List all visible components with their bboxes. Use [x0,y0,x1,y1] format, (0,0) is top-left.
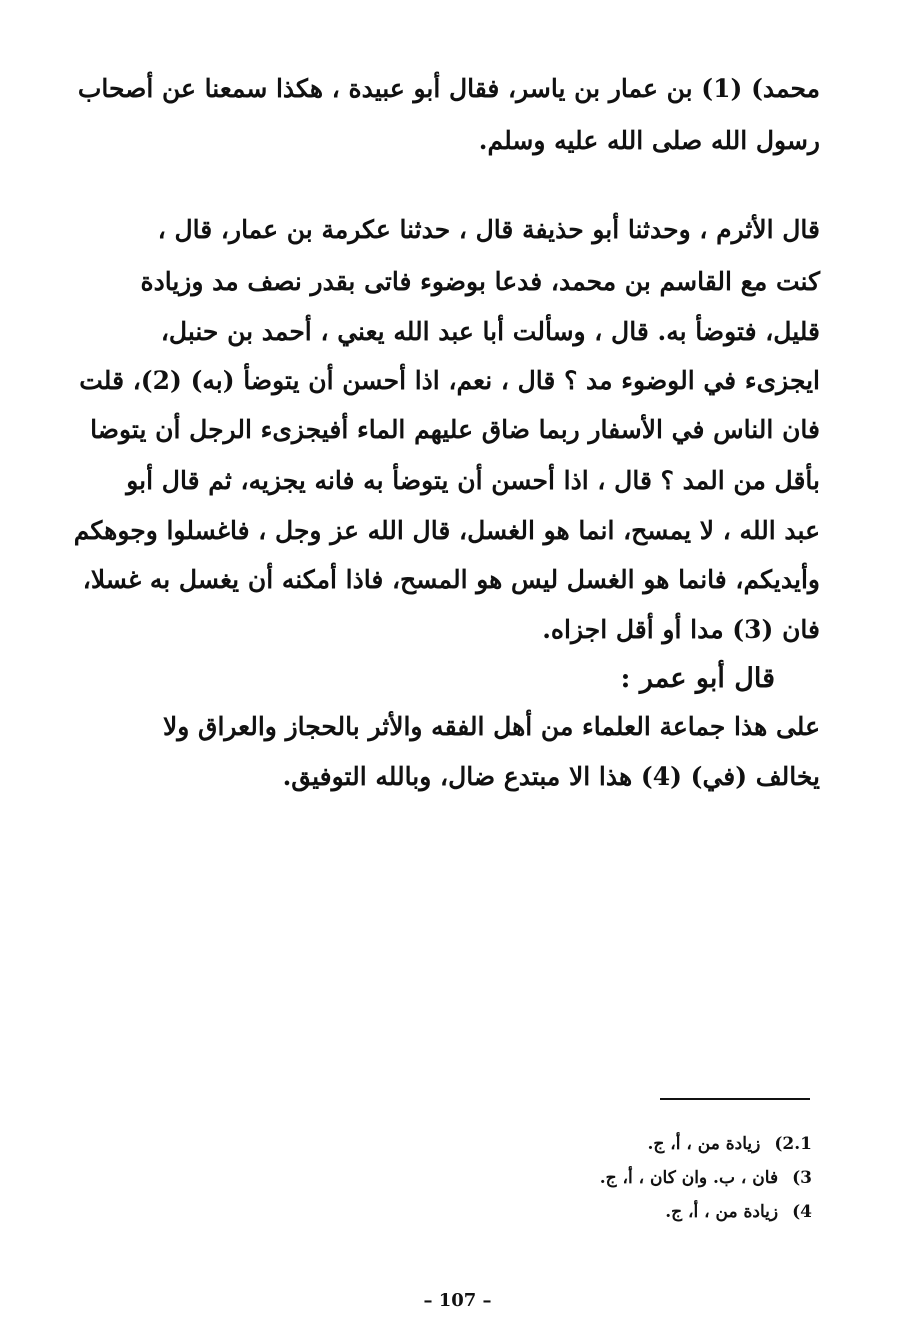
body-line-6: ايجزىء في الوضوء مد ؟ قال ، نعم، اذا أحسن أن يتوضأ (به) (2)، قلت [79,366,820,395]
footnote-2 [600,1166,812,1190]
footnote-3 [665,1200,812,1224]
footnote-1-number: 2.1) [774,1134,812,1154]
footnote-1-text: زيادة من ، أ، ج. [647,1134,761,1154]
body-line-14: يخالف (في) (4) هذا الا مبتدع ضال، وبالله التوفيق. [282,762,820,791]
footnote-1 [647,1132,812,1156]
body-line-7: فان الناس في الأسفار ربما ضاق عليهم الماء أفيجزىء الرجل أن يتوضا [90,415,820,444]
footnote-divider [660,1098,810,1100]
body-line-1: محمد) (1) بن عمار بن ياسر، فقال أبو عبيدة ، هكذا سمعنا عن أصحاب [77,74,820,103]
body-line-4: كنت مع القاسم بن محمد، فدعا بوضوء فاتى بقدر نصف مد وزيادة [140,267,820,296]
page-number: – 107 – [423,1290,492,1311]
body-line-13: على هذا جماعة العلماء من أهل الفقه والأثر بالحجاز والعراق ولا [163,712,820,741]
body-line-11: فان (3) مدا أو أقل اجزاه. [542,615,820,644]
body-line-10: وأيديكم، فانما هو الغسل ليس هو المسح، فاذا أمكنه أن يغسل به غسلا، [82,565,820,594]
body-line-3: قال الأثرم ، وحدثنا أبو حذيفة قال ، حدثنا عكرمة بن عمار، قال ، [157,215,820,244]
footnote-3-number: 4) [792,1202,812,1222]
body-line-9: عبد الله ، لا يمسح، انما هو الغسل، قال الله عز وجل ، فاغسلوا وجوهكم [73,516,820,545]
body-line-8: بأقل من المد ؟ قال ، اذا أحسن أن يتوضأ به فانه يجزيه، ثم قال أبو [126,466,820,495]
footnote-2-number: 3) [792,1168,812,1188]
body-line-2: رسول الله صلى الله عليه وسلم. [478,126,820,155]
body-line-5: قليل، فتوضأ به. قال ، وسألت أبا عبد الله يعني ، أحمد بن حنبل، [160,317,820,346]
footnote-3-text: زيادة من ، أ، ج. [665,1202,779,1222]
footnote-2-text: فان ، ب. وان كان ، أ، ج. [599,1168,779,1188]
section-heading: قال أبو عمر : [620,663,775,694]
